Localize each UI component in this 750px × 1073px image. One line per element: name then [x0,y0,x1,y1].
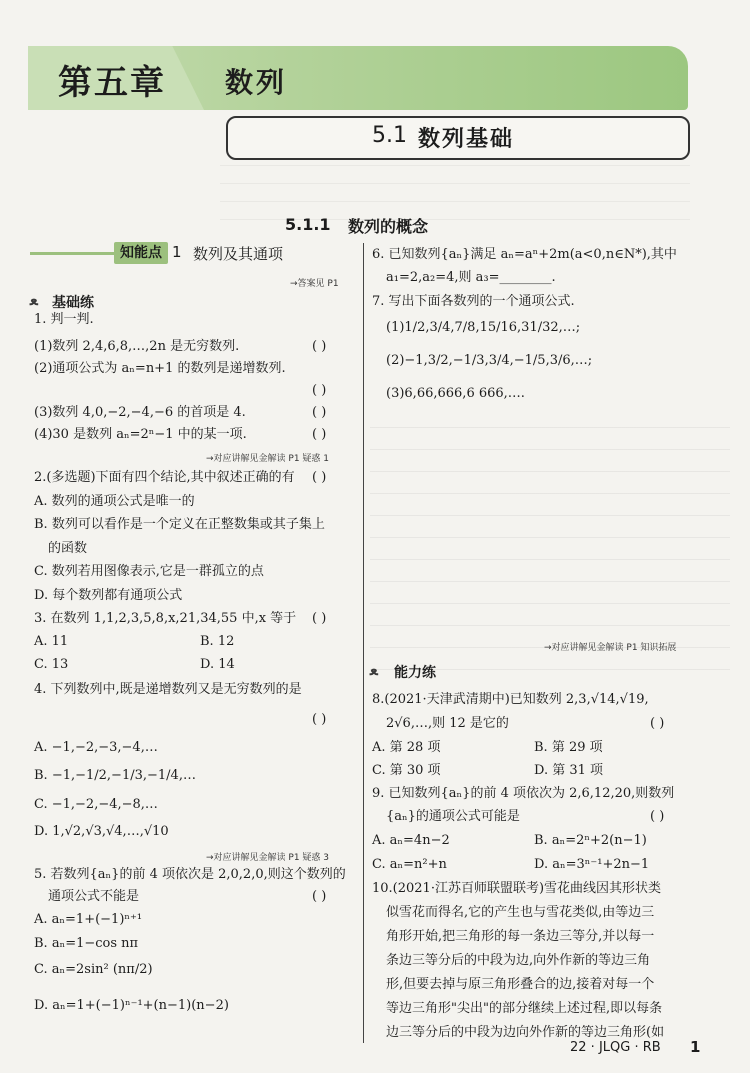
question-line: 边三等分后的中段为边向外作新的等边三角形(如 [386,1025,665,1040]
footer-code: 22 · JLQG · RB [570,1040,661,1055]
question-line: 8.(2021·天津武清期中)已知数列 2,3,√14,√19, [372,692,649,707]
question-line: C. 数列若用图像表示,它是一群孤立的点 [34,564,264,579]
bleed-through-texture [370,420,730,670]
answer-parentheses: ( ) [650,716,665,731]
page-number: 1 [690,1038,701,1056]
question-line: 9. 已知数列{aₙ}的前 4 项依次为 2,6,12,20,则数列 [372,786,675,801]
answer-parentheses: ( ) [312,405,327,420]
chapter-number: 第五章 [58,63,166,103]
question-line: B. aₙ=1−cos nπ [34,936,139,951]
question-line: A. aₙ=1+(−1)ⁿ⁺¹ [34,912,143,927]
section-title: 数列基础 [418,127,515,152]
question-line: B. 数列可以看作是一个定义在正整数集或其子集上 [34,517,325,532]
answer-parentheses: ( ) [650,809,665,824]
question-line: A. 11 [34,634,69,649]
question-line: D. 1,√2,√3,√4,…,√10 [34,824,169,839]
answer-parentheses: ( ) [312,889,327,904]
question-line: 7. 写出下面各数列的一个通项公式. [372,294,575,309]
question-line: (1)数列 2,4,6,8,…,2n 是无穷数列. [34,339,240,354]
question-line: D. aₙ=1+(−1)ⁿ⁻¹+(n−1)(n−2) [34,998,229,1013]
question-line: C. aₙ=n²+n [372,857,447,872]
column-divider [363,243,364,1043]
question-line: D. 每个数列都有通项公式 [34,588,183,603]
answer-parentheses: ( ) [312,470,327,485]
question-line: A. aₙ=4n−2 [372,833,450,848]
answer-parentheses: ( ) [312,712,327,727]
question-line: C. −1,−2,−4,−8,… [34,797,158,812]
question-line: (2)通项公式为 aₙ=n+1 的数列是递增数列. [34,361,286,376]
level-basic: 基础练 [52,295,94,311]
question-line: 条边三等分后的中段为边,向外作新的等边三角 [386,953,651,968]
question-line: C. 第 30 项 [372,763,441,778]
subsection-number: 5.1.1 [285,215,331,234]
answer-parentheses: ( ) [312,427,327,442]
question-line: A. 数列的通项公式是唯一的 [34,494,195,509]
question-line: (3)6,66,666,6 666,…. [386,386,525,401]
knowledge-point-number: 1 [172,243,182,261]
question-line: A. 第 28 项 [372,740,441,755]
question-line: C. 13 [34,657,69,672]
knowledge-point-title: 数列及其通项 [193,245,284,263]
option-line: B. 第 29 项 [534,740,603,755]
question-line: 形,但要去掉与原三角形叠合的边,接着对每一个 [386,977,655,992]
level-ability: 能力练 [394,665,436,681]
knowledge-point-rule [30,252,114,255]
option-line: D. 14 [200,657,235,672]
question-line: 1. 判一判. [34,312,94,327]
question-line: 6. 已知数列{aₙ}满足 aₙ=aⁿ+2m(a<0,n∈N*),其中 [372,247,677,262]
runner-icon: ﻌ [370,660,378,679]
question-line: 4. 下列数列中,既是递增数列又是无穷数列的是 [34,682,302,697]
chapter-title: 数列 [225,66,288,99]
question-line: (1)1/2,3/4,7/8,15/16,31/32,…; [386,320,581,335]
option-line: B. aₙ=2ⁿ+2(n−1) [534,833,647,848]
answer-parentheses: ( ) [312,383,327,398]
option-line: D. 第 31 项 [534,763,604,778]
question-line: 5. 若数列{aₙ}的前 4 项依次是 2,0,2,0,则这个数列的 [34,867,346,882]
question-line: C. aₙ=2sin² (nπ/2) [34,962,153,977]
question-line: B. −1,−1/2,−1/3,−1/4,… [34,768,196,783]
bleed-through-texture [220,160,690,220]
answer-note: →答案见 P1 [290,279,339,289]
reference-note: →对应讲解见金解读 P1 疑惑 3 [206,853,330,863]
question-line: a₁=2,a₂=4,则 a₃=________. [386,270,556,285]
reference-note: →对应讲解见金解读 P1 知识拓展 [544,643,677,653]
option-line: B. 12 [200,634,235,649]
question-line: 2.(多选题)下面有四个结论,其中叙述正确的有 [34,470,295,485]
question-line: (4)30 是数列 aₙ=2ⁿ−1 中的某一项. [34,427,247,442]
question-line: 角形开始,把三角形的每一条边三等分,并以每一 [386,929,655,944]
question-line: 似雪花而得名,它的产生也与雪花类似,由等边三 [386,905,655,920]
runner-icon: ﻌ [30,290,38,309]
section-number: 5.1 [372,123,407,148]
question-line: {aₙ}的通项公式可能是 [386,809,520,824]
answer-parentheses: ( ) [312,611,327,626]
answer-parentheses: ( ) [312,339,327,354]
question-line: 3. 在数列 1,1,2,3,5,8,x,21,34,55 中,x 等于 [34,611,297,626]
subsection-title: 数列的概念 [348,217,429,236]
question-line: 等边三角形"尖出"的部分继续上述过程,即以每条 [386,1001,663,1016]
question-line: 2√6,…,则 12 是它的 [386,716,509,731]
question-line: A. −1,−2,−3,−4,… [34,740,158,755]
option-line: D. aₙ=3ⁿ⁻¹+2n−1 [534,857,650,872]
question-line: (2)−1,3/2,−1/3,3/4,−1/5,3/6,…; [386,353,593,368]
knowledge-point-tag: 知能点 [114,242,168,264]
question-line: 通项公式不能是 [48,889,140,904]
question-line: 10.(2021·江苏百师联盟联考)雪花曲线因其形状类 [372,881,662,896]
reference-note: →对应讲解见金解读 P1 疑惑 1 [206,454,330,464]
question-line: (3)数列 4,0,−2,−4,−6 的首项是 4. [34,405,246,420]
question-line: 的函数 [48,541,88,556]
